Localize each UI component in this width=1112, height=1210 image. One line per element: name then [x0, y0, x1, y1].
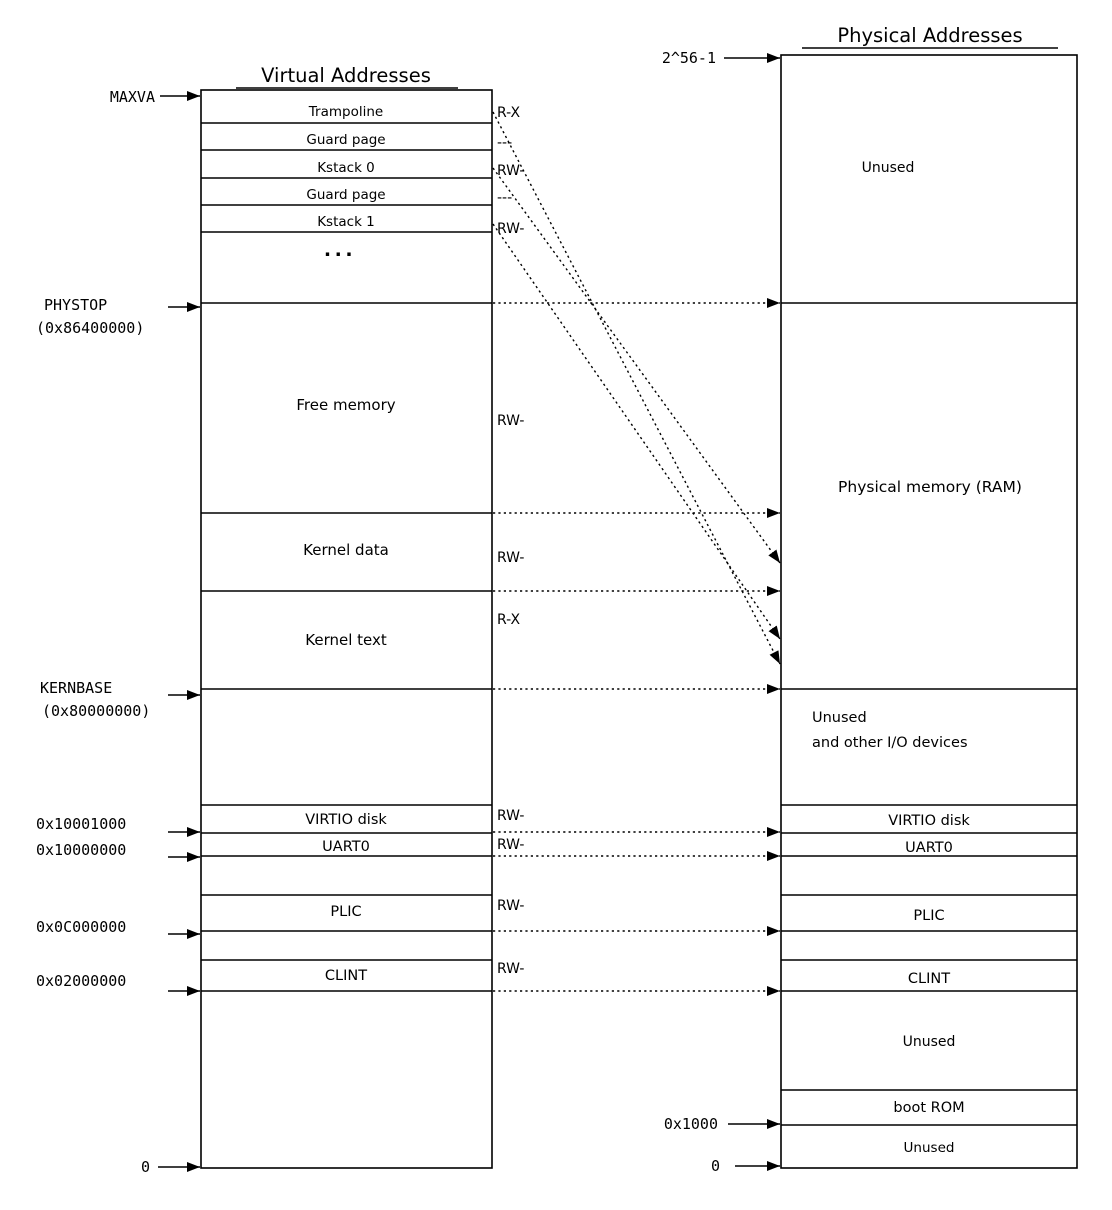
- perm-guard-page-1: ---: [497, 190, 513, 206]
- address-label-phystop: PHYSTOP: [44, 296, 108, 314]
- address-label-uart0: 0x10000000: [36, 841, 127, 859]
- address-label-zero-right: 0: [710, 1157, 720, 1175]
- perm-clint: RW-: [497, 961, 525, 977]
- address-label-virtio: 0x10001000: [36, 815, 127, 833]
- perm-trampoline: R-X: [497, 105, 521, 121]
- map-trampoline: [493, 112, 780, 664]
- pregion-label-unused-mid: Unused: [902, 1034, 956, 1050]
- pregion-label-unused-bottom: Unused: [903, 1140, 955, 1156]
- address-label-2pow56: 2^56-1: [661, 49, 716, 67]
- virtual-address-column: [36, 64, 525, 1176]
- vregion-label-free-memory: Free memory: [296, 396, 396, 414]
- perm-virtio-disk: RW-: [497, 808, 525, 824]
- address-label-plic: 0x0C000000: [36, 918, 127, 936]
- map-kstack-1: [493, 224, 780, 639]
- perm-kstack-1: RW-: [497, 221, 525, 237]
- vregion-label-kernel-data: Kernel data: [303, 541, 389, 559]
- perm-plic: RW-: [497, 898, 525, 914]
- address-label-kernbase: KERNBASE: [40, 679, 113, 697]
- vregion-label-kernel-text: Kernel text: [305, 631, 387, 649]
- vregion-label-guard-page-1: Guard page: [306, 187, 386, 203]
- pregion-label-plic: PLIC: [913, 908, 945, 924]
- address-label-kernbase-hex: (0x80000000): [42, 702, 151, 720]
- pregion-label-boot-rom: boot ROM: [893, 1100, 965, 1116]
- pregion-label-clint: CLINT: [907, 971, 951, 987]
- address-label-clint: 0x02000000: [36, 972, 127, 990]
- vregion-label-ellipsis: ...: [323, 239, 357, 261]
- vregion-label-trampoline: Trampoline: [308, 104, 384, 120]
- pregion-label-virtio-disk: VIRTIO disk: [888, 813, 970, 829]
- pregion-label-physical-memory-ram: Physical memory (RAM): [838, 478, 1022, 496]
- physical-address-column: [662, 24, 1077, 1175]
- map-kstack-0: [493, 168, 780, 563]
- perm-kstack-0: RW-: [497, 163, 525, 179]
- vregion-label-kstack-1: Kstack 1: [317, 214, 375, 230]
- pregion-label-unused-io-line1: Unused: [812, 710, 867, 726]
- perm-kernel-text: R-X: [497, 612, 521, 628]
- perm-free-memory: RW-: [497, 413, 525, 429]
- pregion-label-unused-io-line2: and other I/O devices: [812, 735, 968, 751]
- address-label-maxva: MAXVA: [109, 88, 155, 106]
- physical-column-box: [781, 55, 1077, 1168]
- physical-column-title: Physical Addresses: [837, 24, 1023, 47]
- mapping-arrows: [493, 112, 780, 991]
- virtual-column-title: Virtual Addresses: [261, 64, 431, 87]
- vregion-label-plic: PLIC: [330, 904, 362, 920]
- vregion-label-clint: CLINT: [324, 968, 368, 984]
- vregion-label-kstack-0: Kstack 0: [317, 160, 375, 176]
- perm-guard-page-0: ---: [497, 135, 513, 151]
- pregion-label-unused-top: Unused: [861, 160, 915, 176]
- pregion-label-uart0: UART0: [905, 840, 953, 856]
- address-label-zero-left: 0: [140, 1158, 150, 1176]
- perm-kernel-data: RW-: [497, 550, 525, 566]
- vregion-label-uart0: UART0: [322, 839, 370, 855]
- address-label-phystop-hex: (0x86400000): [36, 319, 145, 337]
- vregion-label-guard-page-0: Guard page: [306, 132, 386, 148]
- perm-uart0: RW-: [497, 837, 525, 853]
- vregion-label-virtio-disk: VIRTIO disk: [305, 812, 387, 828]
- address-label-0x1000: 0x1000: [663, 1115, 718, 1133]
